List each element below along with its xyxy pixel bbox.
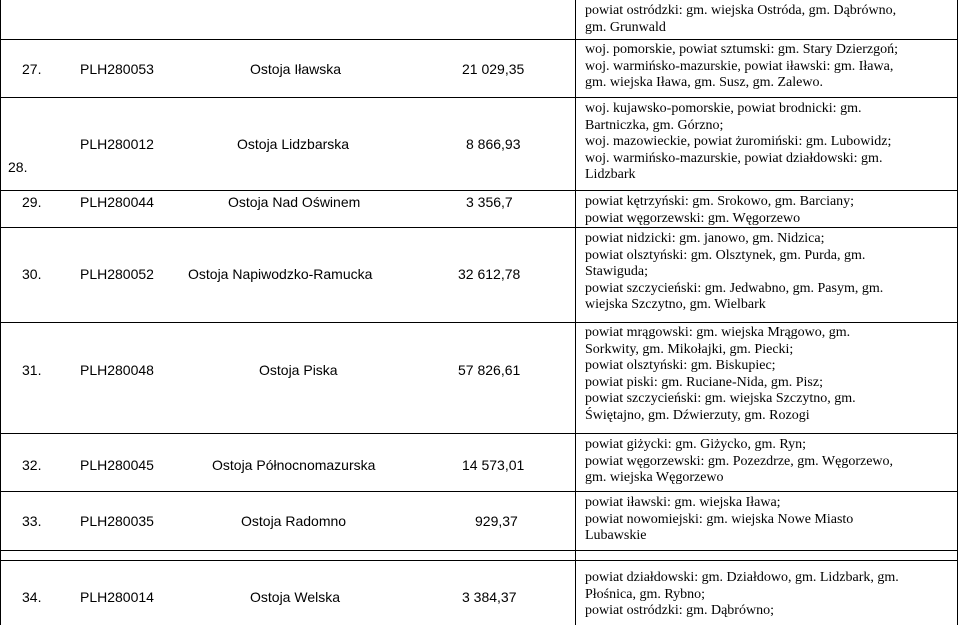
description-line: powiat ostródzki: gm. Dąbrówno; (585, 603, 774, 618)
description-line: powiat ostródzki: gm. wiejska Ostróda, gm. Dąbrówno, (585, 3, 897, 18)
site-area: 929,37 (475, 513, 518, 529)
site-code: PLH280035 (80, 513, 154, 529)
site-code: PLH280048 (80, 362, 154, 378)
site-area: 3 384,37 (462, 589, 517, 605)
description-line: powiat węgorzewski: gm. Węgorzewo (585, 210, 801, 226)
top-fragment-description (585, 3, 949, 36)
site-description (585, 42, 949, 92)
site-name: Ostoja Północnomazurska (212, 457, 376, 473)
site-area: 21 029,35 (462, 61, 525, 77)
site-area: 57 826,61 (458, 362, 521, 378)
description-line: gm. wiejska Węgorzewo (585, 470, 724, 485)
description-line: woj. mazowieckie, powiat żuromiński: gm. Lubowidz; (585, 134, 892, 149)
site-code: PLH280045 (80, 457, 154, 473)
description-line: Lubawskie (585, 528, 647, 543)
row-number: 29. (22, 194, 42, 210)
row-divider (0, 227, 958, 228)
site-code: PLH280014 (80, 589, 154, 605)
table-border-right (957, 0, 958, 625)
row-number: 33. (22, 513, 42, 529)
site-description (585, 101, 949, 184)
site-description (585, 325, 949, 424)
row-divider (0, 560, 958, 561)
description-line: powiat giżycki: gm. Giżycko, gm. Ryn; (585, 437, 807, 452)
description-line: powiat kętrzyński: gm. Srokowo, gm. Barciany; (585, 194, 855, 209)
row-divider (0, 491, 958, 492)
site-area: 8 866,93 (466, 136, 521, 152)
description-line: woj. warmińsko-mazurskie, powiat iławski: gm. Iława, (585, 58, 894, 74)
description-line: powiat szczycieński: gm. wiejska Szczytno, gm. (585, 391, 856, 406)
row-number: 32. (22, 457, 42, 473)
description-line: powiat działdowski: gm. Działdowo, gm. Lidzbark, gm. (585, 570, 899, 585)
description-line: gm. Grunwald (585, 19, 666, 35)
row-divider (0, 39, 958, 40)
description-line: powiat nidzicki: gm. janowo, gm. Nidzica; (585, 231, 825, 246)
row-number: 27. (22, 61, 42, 77)
site-name: Ostoja Nad Oświnem (228, 194, 361, 210)
site-name: Ostoja Napiwodzko-Ramucka (188, 266, 373, 282)
description-line: powiat węgorzewski: gm. Pozezdrze, gm. Węgorzewo, (585, 453, 894, 469)
description-line: powiat szczycieński: gm. Jedwabno, gm. Pasym, gm. (585, 280, 884, 296)
row-number: 31. (22, 362, 42, 378)
description-line: powiat olsztyński: gm. Olsztynek, gm. Purda, gm. (585, 247, 866, 263)
description-line: powiat mrągowski: gm. wiejska Mrągowo, gm. (585, 325, 851, 340)
site-area: 3 356,7 (466, 194, 513, 210)
description-line: wiejska Szczytno, gm. Wielbark (585, 297, 766, 312)
description-line: Płośnica, gm. Rybno; (585, 586, 705, 602)
description-line: Stawiguda; (585, 264, 648, 279)
site-description (585, 495, 949, 545)
row-divider (0, 550, 958, 551)
description-line: Bartniczka, gm. Górzno; (585, 117, 724, 133)
site-name: Ostoja Piska (259, 362, 338, 378)
description-line: powiat olsztyński: gm. Biskupiec; (585, 358, 776, 373)
site-code: PLH280052 (80, 266, 154, 282)
description-line: powiat piski: gm. Ruciane-Nida, gm. Pisz; (585, 374, 823, 390)
description-line: gm. wiejska Iława, gm. Susz, gm. Zalewo. (585, 75, 823, 90)
site-name: Ostoja Welska (250, 589, 340, 605)
row-number: 34. (22, 589, 42, 605)
site-area: 14 573,01 (462, 457, 525, 473)
site-code: PLH280053 (80, 61, 154, 77)
site-name: Ostoja Lidzbarska (237, 136, 350, 152)
description-line: Lidzbark (585, 167, 636, 182)
row-divider (0, 190, 958, 191)
description-line: woj. pomorskie, powiat sztumski: gm. Stary Dzierzgoń; (585, 42, 899, 57)
row-number: 28. (8, 159, 28, 175)
site-code: PLH280012 (80, 136, 154, 152)
row-divider (0, 322, 958, 323)
description-line: powiat iławski: gm. wiejska Iława; (585, 495, 781, 510)
row-divider (0, 433, 958, 434)
site-area: 32 612,78 (458, 266, 521, 282)
description-line: woj. warmińsko-mazurskie, powiat działdowski: gm. (585, 150, 883, 166)
site-code: PLH280044 (80, 194, 154, 210)
description-line: woj. kujawsko-pomorskie, powiat brodnicki: gm. (585, 101, 862, 116)
row-divider (0, 97, 958, 98)
description-line: powiat nowomiejski: gm. wiejska Nowe Miasto (585, 511, 854, 527)
table-border-left (0, 0, 1, 625)
site-name: Ostoja Radomno (241, 513, 347, 529)
description-line: Sorkwity, gm. Mikołajki, gm. Piecki; (585, 341, 794, 357)
site-description (585, 231, 949, 314)
site-description (585, 570, 949, 620)
description-line: Świętajno, gm. Dźwierzuty, gm. Rozogi (585, 407, 810, 423)
site-description (585, 437, 949, 487)
site-name: Ostoja Iławska (250, 61, 342, 77)
column-divider (575, 0, 576, 625)
row-number: 30. (22, 266, 42, 282)
site-description (585, 194, 949, 227)
